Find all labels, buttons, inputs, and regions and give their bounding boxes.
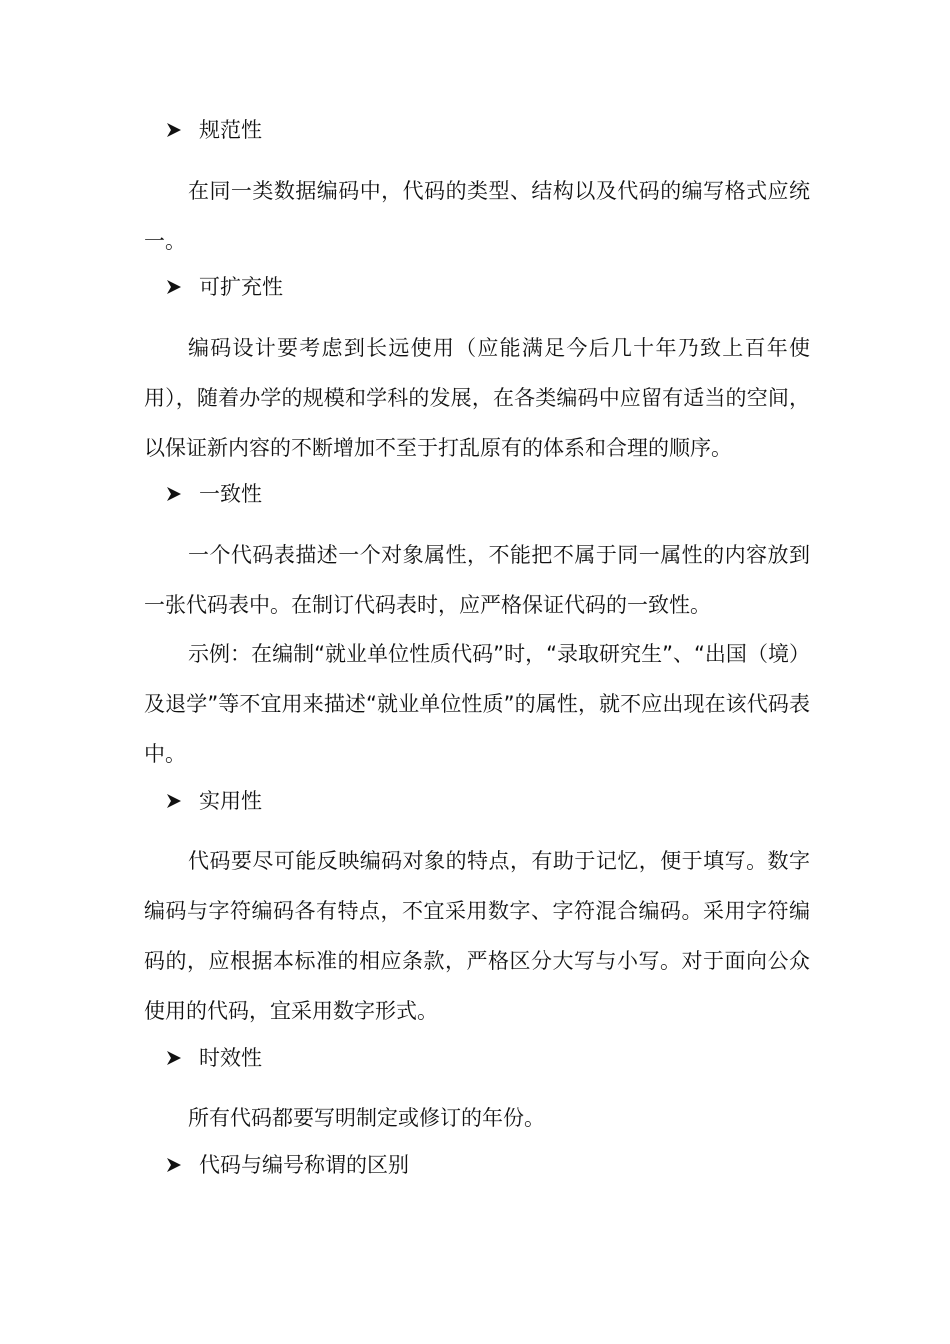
section-heading-4 — [166, 786, 262, 816]
arrow-bullet-icon — [166, 1157, 182, 1173]
section-heading-2 — [166, 272, 283, 302]
section-heading-text: 可扩充性 — [199, 275, 283, 299]
section-paragraph: 代码要尽可能反映编码对象的特点，有助于记忆，便于填写。数字编码与字符编码各有特点，不宜采用数字、字符混合编码。采用字符编码的，应根据本标准的相应条款，严格区分大写与小写。对于面向公众使用的代码，宜采用数字形式。 — [144, 849, 810, 1023]
section-heading-text: 时效性 — [199, 1046, 262, 1070]
arrow-bullet-icon — [166, 279, 182, 295]
section-heading-text: 代码与编号称谓的区别 — [199, 1153, 409, 1177]
section-paragraph: 一个代码表描述一个对象属性，不能把不属于同一属性的内容放到一张代码表中。在制订代码表时，应严格保证代码的一致性。 — [144, 543, 810, 617]
section-paragraph: 编码设计要考虑到长远使用（应能满足今后几十年乃致上百年使用），随着办学的规模和学科的发展，在各类编码中应留有适当的空间，以保证新内容的不断增加不至于打乱原有的体系和合理的顺序。 — [144, 336, 810, 460]
section-heading-3 — [166, 479, 262, 509]
arrow-bullet-icon — [166, 793, 182, 809]
arrow-bullet-icon — [166, 486, 182, 502]
section-heading-text: 规范性 — [199, 118, 262, 142]
section-heading-5 — [166, 1043, 262, 1073]
section-paragraph: 在同一类数据编码中，代码的类型、结构以及代码的编写格式应统一。 — [144, 179, 810, 253]
section-heading-6 — [166, 1150, 409, 1180]
example-paragraph: 示例：在编制“就业单位性质代码”时，“录取研究生”、“出国（境）及退学”等不宜用来描述“就业单位性质”的属性，就不应出现在该代码表中。 — [144, 642, 810, 766]
arrow-bullet-icon — [166, 122, 182, 138]
section-heading-text: 一致性 — [199, 482, 262, 506]
section-paragraph: 所有代码都要写明制定或修订的年份。 — [188, 1106, 545, 1130]
section-heading-text: 实用性 — [199, 789, 262, 813]
section-heading-1 — [166, 115, 262, 145]
arrow-bullet-icon — [166, 1050, 182, 1066]
